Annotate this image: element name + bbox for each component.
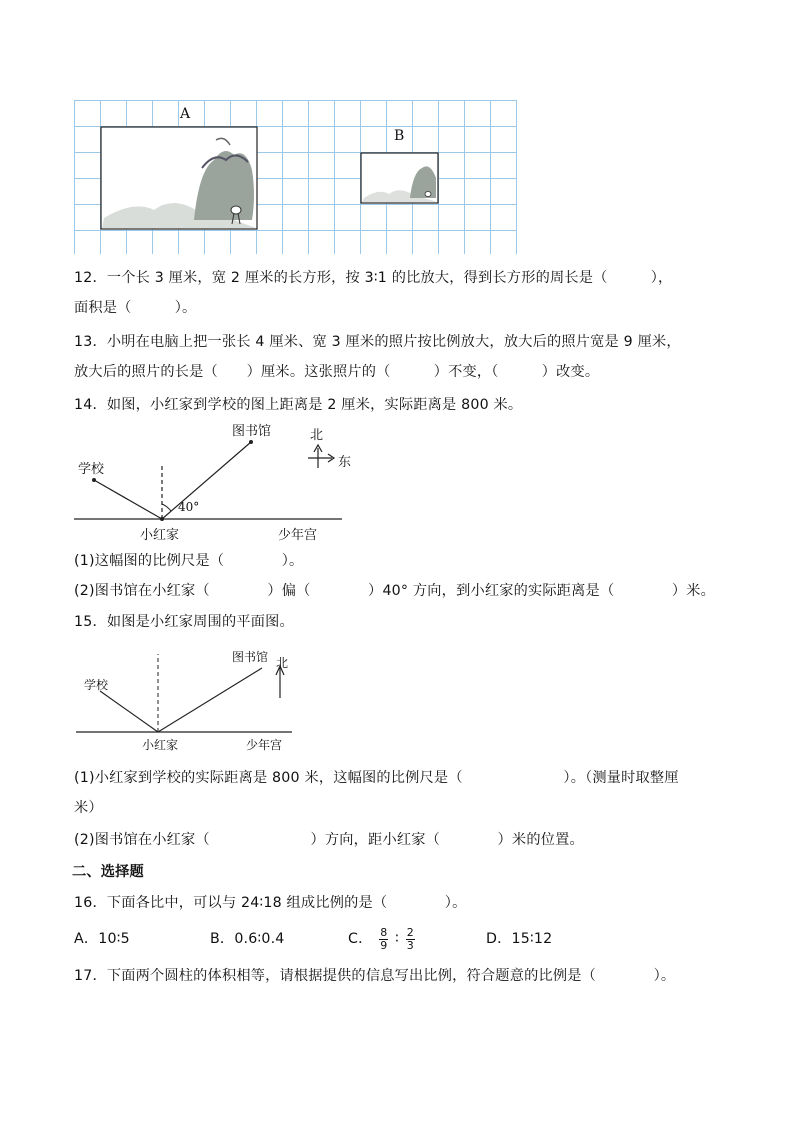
q16-fraction-2	[406, 927, 415, 952]
q14-map	[74, 420, 364, 545]
q14-stem: 14．如图，小红家到学校的图上距离是 2 厘米，实际距离是 800 米。	[74, 397, 523, 413]
q16-option-a: A．10∶5	[74, 931, 130, 947]
q15-map	[74, 646, 304, 751]
q16-fraction-1-num: 8	[380, 925, 388, 939]
q15-sub2: (2)图书馆在小红家（ ）方向，距小红家（ ）米的位置。	[74, 832, 584, 848]
q12-line2: 面积是（ ）。	[74, 300, 197, 316]
section-title: 二、选择题	[72, 864, 144, 880]
q16-option-c-prefix: C．	[348, 931, 373, 947]
q16-option-b: B．0.6∶0.4	[210, 931, 285, 947]
q15-youth-palace-label: 少年宫	[246, 738, 283, 752]
painting-a	[101, 127, 257, 229]
q15-home-label: 小红家	[142, 738, 179, 752]
painting-b	[361, 153, 438, 203]
q14-youth-palace-label: 少年宫	[278, 528, 318, 543]
q14-angle-label: 40°	[178, 500, 200, 514]
q16-option-c-colon: ∶	[395, 931, 400, 947]
q15-sub1-line2: 米）	[74, 800, 103, 816]
q15-library-label: 图书馆	[232, 650, 269, 664]
q16-option-d: D．15∶12	[486, 931, 553, 947]
q15-school-label: 学校	[84, 678, 109, 692]
q14-home-label: 小红家	[140, 528, 180, 543]
q16-fraction-1-den: 9	[380, 938, 388, 952]
q13-line2: 放大后的照片的长是（ ）厘米。这张照片的（ ）不变，（ ）改变。	[74, 364, 600, 380]
q16-fraction-1	[379, 927, 388, 952]
q16-fraction-2-den: 3	[406, 938, 414, 952]
q15-north-label: 北	[276, 656, 289, 670]
q16-fraction-2-num: 2	[406, 925, 414, 939]
q16-option-c	[348, 922, 417, 956]
q14-north-label: 北	[310, 428, 324, 443]
label-a: A	[180, 106, 191, 122]
q14-library-label: 图书馆	[232, 424, 272, 439]
q13-line1: 13．小明在电脑上把一张长 4 厘米、宽 3 厘米的照片按比例放大，放大后的照片宽是 9 厘米，	[74, 334, 681, 350]
q17-stem: 17．下面两个圆柱的体积相等，请根据提供的信息写出比例，符合题意的比例是（ ）。	[74, 968, 676, 984]
q16-stem: 16．下面各比中，可以与 24∶18 组成比例的是（ ）。	[74, 895, 467, 911]
q14-sub2: (2)图书馆在小红家（ ）偏（ ）40° 方向，到小红家的实际距离是（ ）米。	[74, 583, 716, 599]
grid-svg	[74, 100, 518, 256]
label-b: B	[394, 128, 405, 144]
q15-sub1-line1: (1)小红家到学校的实际距离是 800 米，这幅图的比例尺是（ ）。（测量时取整厘	[74, 770, 679, 786]
grid-figure	[74, 100, 518, 256]
q14-east-label: 东	[338, 455, 352, 470]
q14-sub1: (1)这幅图的比例尺是（ ）。	[74, 553, 304, 569]
q14-school-label: 学校	[78, 462, 105, 477]
q12-line1: 12．一个长 3 厘米，宽 2 厘米的长方形，按 3∶1 的比放大，得到长方形的周长是（ ），	[74, 270, 673, 286]
q15-stem: 15．如图是小红家周围的平面图。	[74, 614, 294, 630]
